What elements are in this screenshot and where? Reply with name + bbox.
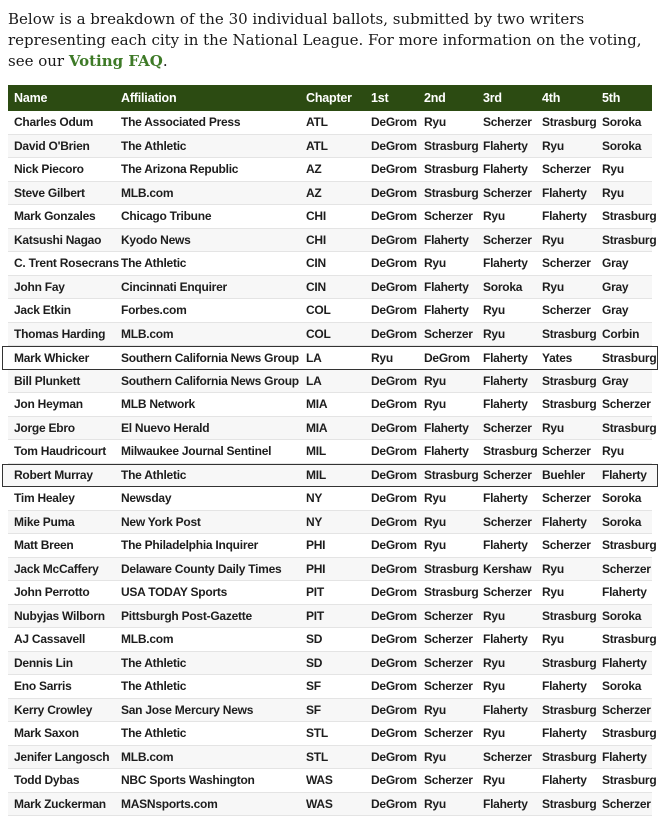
cell-affiliation: The Associated Press (115, 115, 300, 129)
cell-chapter: WAS (300, 773, 365, 787)
cell-3rd: Scherzer (477, 585, 536, 599)
cell-1st: DeGrom (365, 186, 418, 200)
table-row (8, 534, 652, 558)
table-body (8, 111, 652, 816)
cell-chapter: AZ (300, 162, 365, 176)
cell-2nd: Ryu (418, 538, 477, 552)
cell-1st: DeGrom (365, 726, 418, 740)
cell-chapter: PIT (300, 585, 365, 599)
cell-name: Thomas Harding (8, 327, 115, 341)
cell-3rd: Ryu (477, 656, 536, 670)
cell-affiliation: The Athletic (115, 468, 300, 482)
cell-3rd: Flaherty (477, 256, 536, 270)
cell-affiliation: Southern California News Group (115, 351, 300, 365)
cell-3rd: Flaherty (477, 397, 536, 411)
cell-affiliation: The Arizona Republic (115, 162, 300, 176)
cell-3rd: Flaherty (477, 162, 536, 176)
cell-3rd: Scherzer (477, 421, 536, 435)
cell-2nd: Scherzer (418, 327, 477, 341)
table-row-highlighted (2, 346, 658, 370)
cell-3rd: Ryu (477, 327, 536, 341)
cell-3rd: Ryu (477, 209, 536, 223)
cell-5th: Ryu (596, 162, 652, 176)
table-row (8, 605, 652, 629)
cell-3rd: Scherzer (477, 515, 536, 529)
cell-chapter: STL (300, 726, 365, 740)
table-row (8, 252, 652, 276)
cell-3rd: Strasburg (477, 444, 536, 458)
cell-name: Tim Healey (8, 491, 115, 505)
cell-5th: Gray (596, 256, 652, 270)
cell-3rd: Scherzer (477, 186, 536, 200)
cell-3rd: Flaherty (477, 703, 536, 717)
cell-5th: Strasburg (596, 209, 652, 223)
cell-1st: DeGrom (365, 632, 418, 646)
cell-name: Jenifer Langosch (8, 750, 115, 764)
cell-chapter: PHI (300, 562, 365, 576)
table-row (8, 158, 652, 182)
cell-affiliation: El Nuevo Herald (115, 421, 300, 435)
cell-5th: Strasburg (596, 351, 652, 365)
cell-1st: DeGrom (365, 750, 418, 764)
table-row-highlighted (2, 464, 658, 488)
cell-5th: Strasburg (596, 421, 652, 435)
cell-5th: Ryu (596, 186, 652, 200)
cell-1st: DeGrom (365, 609, 418, 623)
table-row (8, 417, 652, 441)
cell-3rd: Ryu (477, 773, 536, 787)
cell-chapter: MIL (300, 444, 365, 458)
cell-4th: Strasburg (536, 609, 596, 623)
cell-2nd: Strasburg (418, 139, 477, 153)
cell-2nd: Ryu (418, 256, 477, 270)
cell-5th: Flaherty (596, 656, 652, 670)
cell-3rd: Flaherty (477, 374, 536, 388)
cell-affiliation: San Jose Mercury News (115, 703, 300, 717)
cell-affiliation: Delaware County Daily Times (115, 562, 300, 576)
cell-chapter: CIN (300, 256, 365, 270)
cell-name: Mark Gonzales (8, 209, 115, 223)
cell-name: Dennis Lin (8, 656, 115, 670)
cell-affiliation: The Philadelphia Inquirer (115, 538, 300, 552)
cell-name: Jack McCaffery (8, 562, 115, 576)
table-row (8, 205, 652, 229)
cell-chapter: NY (300, 491, 365, 505)
cell-chapter: COL (300, 327, 365, 341)
cell-1st: DeGrom (365, 585, 418, 599)
table-row (8, 229, 652, 253)
cell-name: David O'Brien (8, 139, 115, 153)
column-header-4th: 4th (536, 91, 596, 105)
cell-1st: DeGrom (365, 538, 418, 552)
cell-name: Bill Plunkett (8, 374, 115, 388)
cell-1st: DeGrom (365, 397, 418, 411)
cell-5th: Strasburg (596, 233, 652, 247)
cell-name: Mike Puma (8, 515, 115, 529)
cell-1st: DeGrom (365, 256, 418, 270)
cell-name: Jack Etkin (8, 303, 115, 317)
cell-4th: Ryu (536, 421, 596, 435)
cell-1st: DeGrom (365, 162, 418, 176)
cell-name: John Fay (8, 280, 115, 294)
table-header-row (8, 85, 652, 111)
cell-5th: Scherzer (596, 397, 652, 411)
column-header-2nd: 2nd (418, 91, 477, 105)
cell-name: Mark Whicker (8, 351, 115, 365)
cell-affiliation: NBC Sports Washington (115, 773, 300, 787)
cell-2nd: Strasburg (418, 186, 477, 200)
table-row (8, 135, 652, 159)
cell-2nd: Flaherty (418, 233, 477, 247)
column-header-3rd: 3rd (477, 91, 536, 105)
cell-4th: Ryu (536, 562, 596, 576)
intro-paragraph (8, 9, 652, 72)
intro-text-after: . (163, 52, 168, 70)
cell-2nd: Ryu (418, 491, 477, 505)
cell-2nd: Ryu (418, 703, 477, 717)
ballots-table (8, 85, 652, 816)
table-row (8, 276, 652, 300)
cell-5th: Scherzer (596, 562, 652, 576)
cell-1st: DeGrom (365, 209, 418, 223)
cell-chapter: SD (300, 632, 365, 646)
cell-name: Katsushi Nagao (8, 233, 115, 247)
cell-5th: Scherzer (596, 797, 652, 811)
column-header-chapter: Chapter (300, 91, 365, 105)
cell-2nd: Flaherty (418, 303, 477, 317)
cell-5th: Soroka (596, 139, 652, 153)
cell-3rd: Scherzer (477, 468, 536, 482)
cell-chapter: PIT (300, 609, 365, 623)
cell-2nd: Ryu (418, 397, 477, 411)
cell-affiliation: USA TODAY Sports (115, 585, 300, 599)
table-row (8, 370, 652, 394)
cell-5th: Flaherty (596, 585, 652, 599)
cell-2nd: Scherzer (418, 609, 477, 623)
cell-3rd: Ryu (477, 679, 536, 693)
cell-name: Jon Heyman (8, 397, 115, 411)
cell-1st: DeGrom (365, 515, 418, 529)
cell-2nd: Ryu (418, 750, 477, 764)
cell-2nd: Strasburg (418, 585, 477, 599)
cell-3rd: Flaherty (477, 797, 536, 811)
cell-1st: DeGrom (365, 327, 418, 341)
cell-5th: Corbin (596, 327, 652, 341)
cell-2nd: Scherzer (418, 679, 477, 693)
cell-affiliation: The Athletic (115, 256, 300, 270)
cell-1st: DeGrom (365, 421, 418, 435)
cell-4th: Strasburg (536, 115, 596, 129)
cell-5th: Flaherty (596, 468, 652, 482)
cell-4th: Flaherty (536, 773, 596, 787)
cell-name: Todd Dybas (8, 773, 115, 787)
cell-name: Jorge Ebro (8, 421, 115, 435)
cell-affiliation: MLB.com (115, 327, 300, 341)
cell-1st: DeGrom (365, 468, 418, 482)
cell-1st: DeGrom (365, 139, 418, 153)
cell-4th: Yates (536, 351, 596, 365)
cell-chapter: PHI (300, 538, 365, 552)
cell-4th: Scherzer (536, 303, 596, 317)
cell-name: John Perrotto (8, 585, 115, 599)
table-row (8, 581, 652, 605)
cell-affiliation: MLB.com (115, 186, 300, 200)
cell-4th: Scherzer (536, 444, 596, 458)
cell-1st: DeGrom (365, 491, 418, 505)
cell-1st: Ryu (365, 351, 418, 365)
cell-affiliation: MASNsports.com (115, 797, 300, 811)
cell-name: Mark Saxon (8, 726, 115, 740)
cell-name: C. Trent Rosecrans (8, 256, 115, 270)
table-row (8, 511, 652, 535)
cell-3rd: Flaherty (477, 139, 536, 153)
cell-5th: Strasburg (596, 632, 652, 646)
cell-chapter: ATL (300, 115, 365, 129)
cell-2nd: Flaherty (418, 421, 477, 435)
table-row (8, 793, 652, 816)
cell-chapter: AZ (300, 186, 365, 200)
table-row (8, 769, 652, 793)
table-row (8, 111, 652, 135)
cell-3rd: Kershaw (477, 562, 536, 576)
table-row (8, 323, 652, 347)
cell-3rd: Ryu (477, 609, 536, 623)
cell-4th: Flaherty (536, 515, 596, 529)
cell-name: Kerry Crowley (8, 703, 115, 717)
table-row (8, 182, 652, 206)
cell-chapter: SF (300, 679, 365, 693)
cell-name: Matt Breen (8, 538, 115, 552)
table-row (8, 487, 652, 511)
cell-chapter: STL (300, 750, 365, 764)
cell-2nd: Scherzer (418, 656, 477, 670)
cell-name: AJ Cassavell (8, 632, 115, 646)
cell-4th: Scherzer (536, 491, 596, 505)
cell-2nd: Scherzer (418, 209, 477, 223)
cell-4th: Strasburg (536, 656, 596, 670)
cell-3rd: Flaherty (477, 538, 536, 552)
cell-4th: Ryu (536, 280, 596, 294)
cell-5th: Strasburg (596, 538, 652, 552)
cell-affiliation: Southern California News Group (115, 374, 300, 388)
cell-4th: Strasburg (536, 703, 596, 717)
cell-affiliation: MLB.com (115, 632, 300, 646)
cell-affiliation: The Athletic (115, 726, 300, 740)
cell-4th: Scherzer (536, 162, 596, 176)
table-row (8, 746, 652, 770)
cell-2nd: Scherzer (418, 632, 477, 646)
cell-4th: Flaherty (536, 209, 596, 223)
voting-faq-link[interactable]: Voting FAQ (69, 52, 163, 70)
cell-chapter: WAS (300, 797, 365, 811)
cell-5th: Ryu (596, 444, 652, 458)
cell-5th: Gray (596, 280, 652, 294)
cell-chapter: MIA (300, 397, 365, 411)
cell-4th: Strasburg (536, 797, 596, 811)
table-row (8, 440, 652, 464)
cell-5th: Gray (596, 374, 652, 388)
cell-5th: Soroka (596, 491, 652, 505)
cell-4th: Buehler (536, 468, 596, 482)
table-row (8, 558, 652, 582)
cell-1st: DeGrom (365, 444, 418, 458)
cell-1st: DeGrom (365, 303, 418, 317)
cell-3rd: Scherzer (477, 233, 536, 247)
cell-chapter: MIA (300, 421, 365, 435)
cell-name: Nubyjas Wilborn (8, 609, 115, 623)
cell-name: Steve Gilbert (8, 186, 115, 200)
table-row (8, 699, 652, 723)
cell-chapter: COL (300, 303, 365, 317)
cell-5th: Flaherty (596, 750, 652, 764)
cell-1st: DeGrom (365, 280, 418, 294)
cell-3rd: Flaherty (477, 351, 536, 365)
table-row (8, 393, 652, 417)
cell-affiliation: MLB Network (115, 397, 300, 411)
cell-3rd: Flaherty (477, 632, 536, 646)
cell-affiliation: The Athletic (115, 139, 300, 153)
cell-4th: Strasburg (536, 750, 596, 764)
cell-2nd: Strasburg (418, 468, 477, 482)
cell-2nd: Ryu (418, 115, 477, 129)
intro-text-before: Below is a breakdown of the 30 individual ballots, submitted by two writers representing each city in the National League. For more information on the voting, see our (8, 10, 641, 70)
column-header-name: Name (8, 91, 115, 105)
cell-1st: DeGrom (365, 374, 418, 388)
cell-affiliation: The Athletic (115, 679, 300, 693)
cell-chapter: SD (300, 656, 365, 670)
cell-name: Charles Odum (8, 115, 115, 129)
cell-5th: Soroka (596, 609, 652, 623)
table-row (8, 652, 652, 676)
cell-1st: DeGrom (365, 233, 418, 247)
cell-5th: Strasburg (596, 773, 652, 787)
cell-4th: Strasburg (536, 397, 596, 411)
cell-1st: DeGrom (365, 562, 418, 576)
cell-affiliation: MLB.com (115, 750, 300, 764)
table-row (8, 628, 652, 652)
cell-name: Mark Zuckerman (8, 797, 115, 811)
cell-affiliation: Chicago Tribune (115, 209, 300, 223)
cell-4th: Strasburg (536, 374, 596, 388)
cell-3rd: Ryu (477, 726, 536, 740)
cell-4th: Scherzer (536, 538, 596, 552)
cell-4th: Flaherty (536, 726, 596, 740)
column-header-1st: 1st (365, 91, 418, 105)
cell-2nd: Strasburg (418, 562, 477, 576)
cell-2nd: Strasburg (418, 162, 477, 176)
cell-4th: Flaherty (536, 679, 596, 693)
cell-2nd: Flaherty (418, 280, 477, 294)
column-header-affiliation: Affiliation (115, 91, 300, 105)
cell-5th: Soroka (596, 679, 652, 693)
cell-2nd: Ryu (418, 515, 477, 529)
table-row (8, 675, 652, 699)
cell-chapter: LA (300, 351, 365, 365)
cell-2nd: Scherzer (418, 726, 477, 740)
cell-5th: Strasburg (596, 726, 652, 740)
table-row (8, 722, 652, 746)
table-row (8, 299, 652, 323)
cell-2nd: Scherzer (418, 773, 477, 787)
cell-affiliation: New York Post (115, 515, 300, 529)
column-header-5th: 5th (596, 91, 652, 105)
cell-name: Nick Piecoro (8, 162, 115, 176)
cell-name: Tom Haudricourt (8, 444, 115, 458)
cell-2nd: DeGrom (418, 351, 477, 365)
cell-chapter: CIN (300, 280, 365, 294)
cell-chapter: LA (300, 374, 365, 388)
cell-affiliation: Pittsburgh Post-Gazette (115, 609, 300, 623)
cell-3rd: Soroka (477, 280, 536, 294)
cell-chapter: NY (300, 515, 365, 529)
cell-affiliation: Milwaukee Journal Sentinel (115, 444, 300, 458)
cell-1st: DeGrom (365, 797, 418, 811)
cell-chapter: CHI (300, 233, 365, 247)
cell-3rd: Scherzer (477, 115, 536, 129)
cell-4th: Ryu (536, 233, 596, 247)
cell-1st: DeGrom (365, 679, 418, 693)
cell-2nd: Ryu (418, 797, 477, 811)
cell-affiliation: Forbes.com (115, 303, 300, 317)
cell-affiliation: Newsday (115, 491, 300, 505)
cell-4th: Flaherty (536, 186, 596, 200)
cell-3rd: Flaherty (477, 491, 536, 505)
cell-affiliation: The Athletic (115, 656, 300, 670)
cell-1st: DeGrom (365, 773, 418, 787)
cell-chapter: CHI (300, 209, 365, 223)
cell-4th: Strasburg (536, 327, 596, 341)
cell-name: Eno Sarris (8, 679, 115, 693)
cell-name: Robert Murray (8, 468, 115, 482)
cell-chapter: MIL (300, 468, 365, 482)
cell-affiliation: Cincinnati Enquirer (115, 280, 300, 294)
cell-5th: Soroka (596, 115, 652, 129)
cell-3rd: Ryu (477, 303, 536, 317)
cell-1st: DeGrom (365, 115, 418, 129)
cell-4th: Ryu (536, 632, 596, 646)
cell-chapter: SF (300, 703, 365, 717)
cell-1st: DeGrom (365, 656, 418, 670)
cell-affiliation: Kyodo News (115, 233, 300, 247)
cell-5th: Scherzer (596, 703, 652, 717)
cell-2nd: Flaherty (418, 444, 477, 458)
cell-4th: Ryu (536, 139, 596, 153)
cell-5th: Gray (596, 303, 652, 317)
page (0, 9, 660, 803)
cell-5th: Soroka (596, 515, 652, 529)
cell-3rd: Scherzer (477, 750, 536, 764)
cell-2nd: Ryu (418, 374, 477, 388)
cell-chapter: ATL (300, 139, 365, 153)
cell-4th: Scherzer (536, 256, 596, 270)
cell-4th: Ryu (536, 585, 596, 599)
cell-1st: DeGrom (365, 703, 418, 717)
